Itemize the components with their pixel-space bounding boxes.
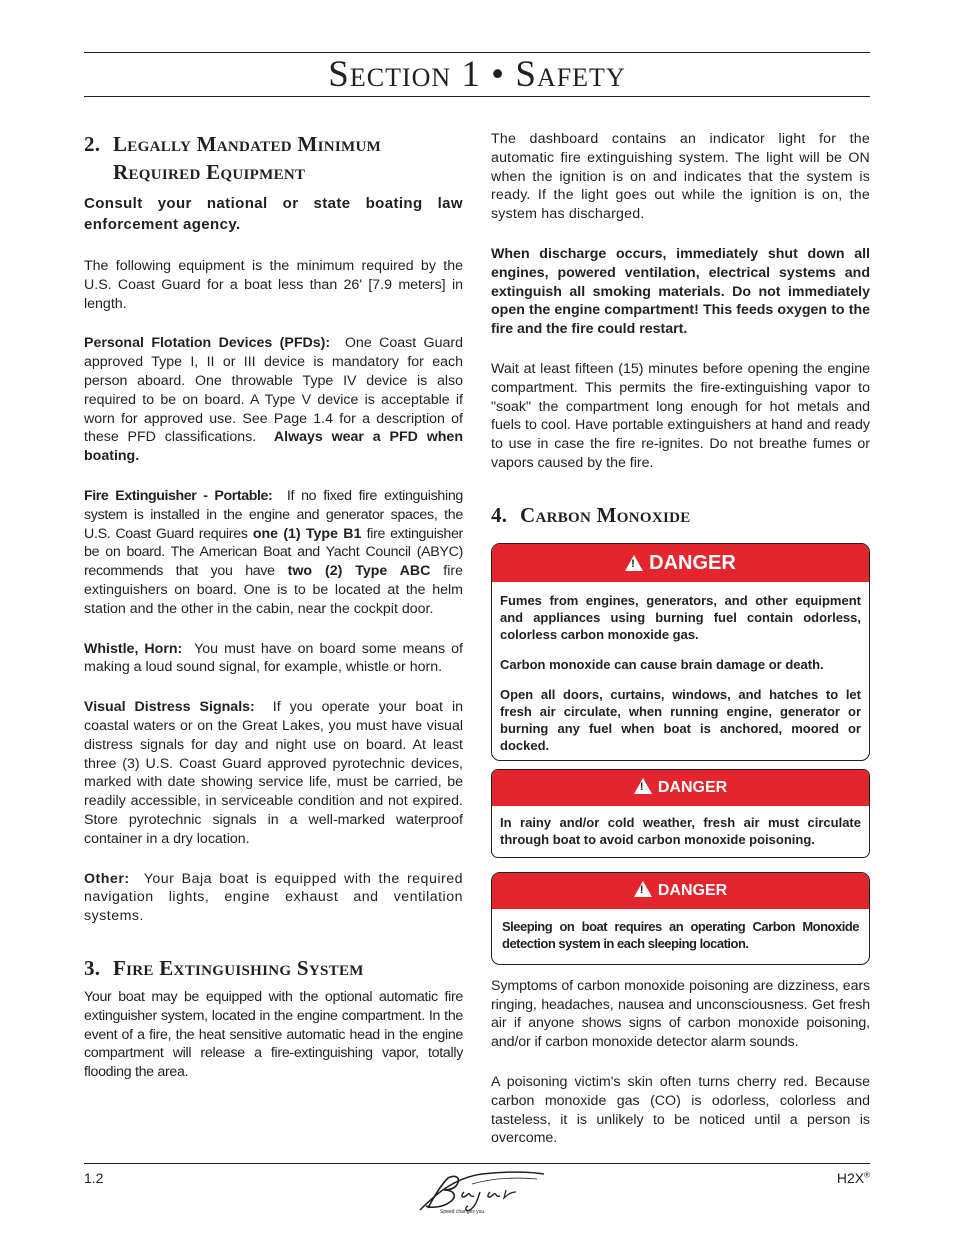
wait-paragraph: Wait at least fifteen (15) minutes before opening the engine compartment. This permits the fire-extinguishing vapor to "soak" the compartment long enough for hot metals and fuels to cool. Have portable extinguishers at hand and ready to use in case the fire re-ignites. Do not breathe fumes or vapors caused by the fire. (491, 360, 870, 471)
header-rule-bottom (84, 96, 870, 97)
fire-extinguisher-label: Fire Extinguisher - Portable: (84, 487, 273, 504)
section-2-number: 2. (84, 132, 101, 156)
fire-bold-2: two (2) Type ABC (287, 563, 431, 580)
intro-paragraph: The following equipment is the minimum required by the U.S. Coast Guard for a boat less than 26' [7.9 meters] in length. (84, 258, 463, 312)
section-2-heading (84, 130, 463, 186)
fire-bold-1: one (1) Type B1 (252, 525, 362, 542)
other-label: Other: (84, 870, 130, 887)
danger-box-sleeping (491, 872, 870, 965)
danger-header-3 (492, 873, 869, 909)
warning-triangle-icon: ! (634, 881, 652, 897)
whistle-paragraph (84, 640, 463, 678)
model-name (837, 1170, 870, 1186)
victim-paragraph: A poisoning victim's skin often turns cherry red. Because carbon monoxide gas (CO) is odorless, colorless and tasteless, it is unlikely to be noticed until a person is overcome. (491, 1073, 870, 1147)
danger-3-text-1: Sleeping on boat requires an operating Carbon Monoxide detection system in each sleeping location. (502, 918, 859, 951)
pfd-warning: Always wear a PFD when boating. (84, 429, 463, 465)
whistle-label: Whistle, Horn: (84, 640, 183, 657)
symptoms-paragraph: Symptoms of carbon monoxide poisoning are dizziness, ears ringing, headaches, nausea and unconsciousness. Get fresh air if anyone shows signs of carbon monoxide poisoning, and/or if carbon monoxide detector alarm sounds. (491, 977, 870, 1051)
pfd-paragraph (84, 334, 463, 466)
logo-tagline: Speed changes you. (440, 1209, 486, 1214)
danger-header-1 (492, 544, 869, 582)
danger-body-1 (492, 582, 869, 760)
fire-text-2: fire extinguisher be on board. The American Boat and Yacht Council (ABYC) recommends that you have (84, 525, 463, 580)
fire-extinguisher-paragraph (84, 487, 463, 619)
section-3-heading (84, 954, 463, 982)
danger-body-3 (492, 909, 869, 964)
danger-1-text-2: Carbon monoxide can cause brain damage or death. (500, 656, 824, 672)
visual-distress-label: Visual Distress Signals: (84, 699, 255, 716)
section-2-title-line2: Required Equipment (113, 160, 306, 184)
visual-distress-paragraph (84, 698, 463, 848)
left-column (84, 130, 463, 1103)
danger-header-2 (492, 770, 869, 806)
page-title: Section 1 • Safety (328, 54, 626, 95)
section-4-number: 4. (491, 502, 508, 527)
pfd-text: One Coast Guard approved Type I, II or III device is mandatory for each person aboard. One throwable Type IV device is also required to be on board. A Type V device is acceptable if worn for approved use. See Page 1.4 for a description of these PFD classifications. (84, 335, 463, 446)
danger-label-1: DANGER (649, 551, 736, 574)
right-column (491, 130, 870, 1169)
page-number: 1.2 (84, 1170, 104, 1186)
danger-1-text-3: Open all doors, curtains, windows, and hatches to let fresh air circulate, when running engine, generator or burning any fuel when boat is anchored, moored or docked. (500, 686, 861, 753)
warning-triangle-icon: ! (625, 555, 643, 571)
whistle-text: You must have on board some means of making a loud sound signal, for example, whistle or horn. (84, 640, 463, 676)
warning-triangle-icon: ! (634, 778, 652, 794)
dashboard-paragraph: The dashboard contains an indicator light for the automatic fire extinguishing system. The light will be ON when the ignition is on and indicates that the system is ready. If the light goes out while the ignition is on, the system has discharged. (491, 131, 870, 223)
visual-distress-text: If you operate your boat in coastal waters or on the Great Lakes, you must have visual distress signals for day and night use on board. At least three (3) U.S. Coast Guard approved pyrotechnic devices, marked with date showing service life, must be carried, be readily accessible, in serviceable condition and not expired. Store pyrotechnic signals in a well-marked waterproof container in a dry location. (84, 699, 463, 847)
model-text: H2X (836, 1170, 865, 1186)
pfd-label: Personal Flotation Devices (PFDs): (84, 335, 331, 352)
danger-body-2 (492, 806, 869, 857)
other-paragraph (84, 870, 463, 926)
registered-mark: ® (864, 1170, 870, 1180)
discharge-warning-paragraph: When discharge occurs, immediately shut down all engines, powered ventilation, electrical systems and extinguish all smoking materials. Do not immediately open the engine compartment! This feeds oxygen to the fire and the fire could restart. (491, 245, 870, 338)
other-text: Your Baja boat is equipped with the required navigation lights, engine exhaust and ventilation systems. (84, 870, 463, 925)
danger-1-text-1: Fumes from engines, generators, and other equipment and appliances using burning fuel contain odorless, colorless carbon monoxide gas. (500, 592, 861, 642)
danger-2-text-1: In rainy and/or cold weather, fresh air must circulate through boat to avoid carbon monoxide poisoning. (500, 814, 861, 847)
fire-text-3: fire extinguishers on board. One is to be located at the helm station and the other in the cabin, near the cockpit door. (84, 563, 463, 617)
footer-rule (84, 1163, 870, 1164)
section-4-heading (491, 501, 870, 529)
baja-logo (412, 1168, 547, 1214)
fire-text-1: If no fixed fire extinguishing system is installed in the engine and generator spaces, the U.S. Coast Guard requires (84, 487, 464, 542)
section-3-number: 3. (84, 955, 101, 980)
danger-label-3: DANGER (657, 881, 728, 899)
header-rule-top (84, 52, 870, 53)
danger-label-2: DANGER (657, 778, 728, 796)
danger-box-rainy (491, 769, 870, 858)
section-3-title: Fire Extinguishing System (113, 955, 364, 980)
section-2-title-line1: Legally Mandated Minimum (113, 132, 382, 156)
fire-system-paragraph: Your boat may be equipped with the optional automatic fire extinguisher system, located in the engine compartment. In the event of a fire, the heat sensitive automatic head in the engine compartment will release a fire-extinguishing vapor, totally flooding the area. (84, 988, 463, 1081)
section-4-title: Carbon Monoxide (520, 502, 691, 527)
lead-paragraph: Consult your national or state boating law enforcement agency. (84, 195, 463, 233)
danger-box-co (491, 543, 870, 761)
